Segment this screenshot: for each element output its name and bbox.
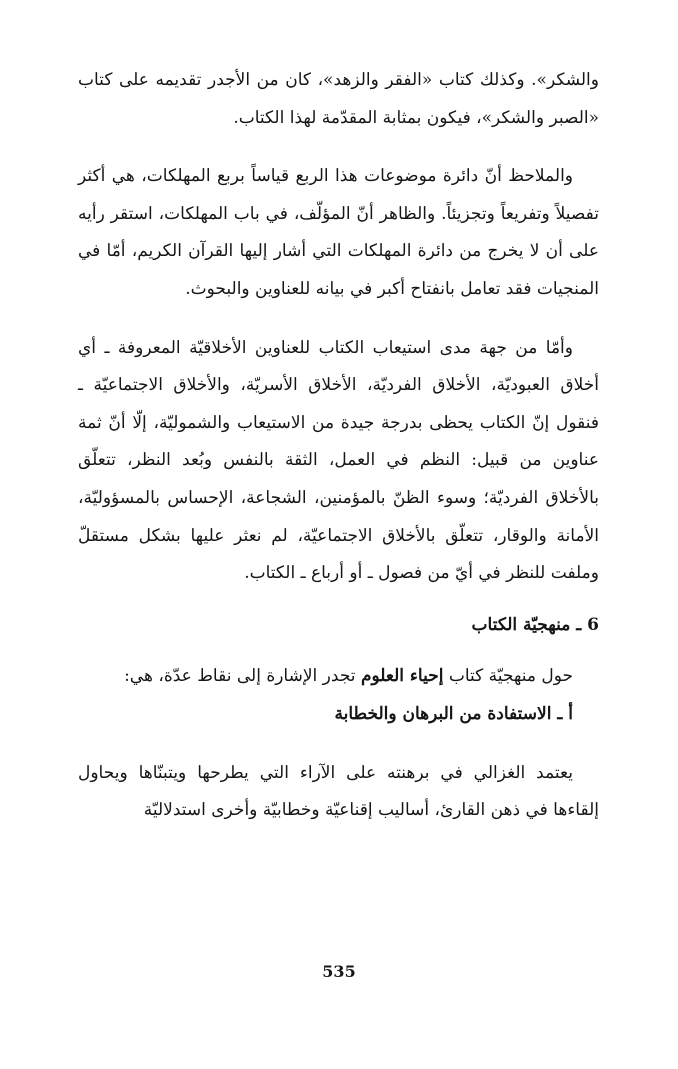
paragraph-4 — [78, 658, 599, 696]
paragraph-gap — [78, 137, 599, 158]
section-heading: 6 ـ منهجيّة الكتاب — [471, 614, 599, 635]
subsection-heading: أ ـ الاستفادة من البرهان والخطابة — [334, 703, 573, 724]
paragraph-gap — [78, 644, 599, 658]
paragraph-1: والشكر». وكذلك كتاب «الفقر والزهد»، كان من الأجدر تقديمه على كتاب «الصبر والشكر»، فيكون بمثابة المقدّمة لهذا الكتاب. — [78, 70, 599, 128]
paragraph-4-text-end: تجدر الإشارة إلى نقاط عدّة، هي: — [124, 666, 361, 687]
paragraph-4-text-start: حول منهجيّة كتاب — [443, 666, 573, 687]
paragraph-5: يعتمد الغزالي في برهنته على الآراء التي يطرحها ويتبنّاها ويحاول إلقاءها في ذهن القارئ، أساليب إقناعيّة وخطابيّة وأخرى استدلاليّة — [78, 762, 599, 821]
paragraph-gap — [78, 593, 599, 607]
book-title: إحياء العلوم — [360, 666, 444, 687]
paragraph-2: والملاحظ أنّ دائرة موضوعات هذا الربع قياساً بربع المهلكات، هي أكثر تفصيلاً وتفريعاً وتجزيئاً. والظاهر أنّ المؤلّف، في باب المهلكات، استقر رأيه على أن لا يخرج من دائرة المهلكات التي أشار إليها القرآن الكريم، أمّا في المنجيات فقد تعامل بانفتاح أكبر في بيانه للعناوين والبحوث. — [78, 166, 599, 299]
page-body — [78, 62, 599, 830]
paragraph-3: وأمّا من جهة مدى استيعاب الكتاب للعناوين الأخلاقيّة المعروفة ـ أي أخلاق العبوديّة، الأخلاق الفرديّة، الأخلاق الأسريّة، والأخلاق الاجتماعيّة ـ فنقول إنّ الكتاب يحظى بدرجة جيدة من الاستيعاب والشموليّة، إلّا أنّ ثمة عناوين من قبيل: النظم في العمل، الثقة بالنفس وبُعد النظر، تتعلّق بالأخلاق الفرديّة؛ وسوء الظنّ بالمؤمنين، الشجاعة، الإحساس بالمسؤوليّة، الأمانة والوقار، تتعلّق بالأخلاق الاجتماعيّة، لم نعثر عليها بشكل مستقلّ وملفت للنظر في أيّ من فصول ـ أو أرباع ـ الكتاب. — [78, 337, 599, 584]
page-number: 535 — [322, 962, 356, 981]
paragraph-gap — [78, 734, 599, 755]
paragraph-gap — [78, 309, 599, 330]
